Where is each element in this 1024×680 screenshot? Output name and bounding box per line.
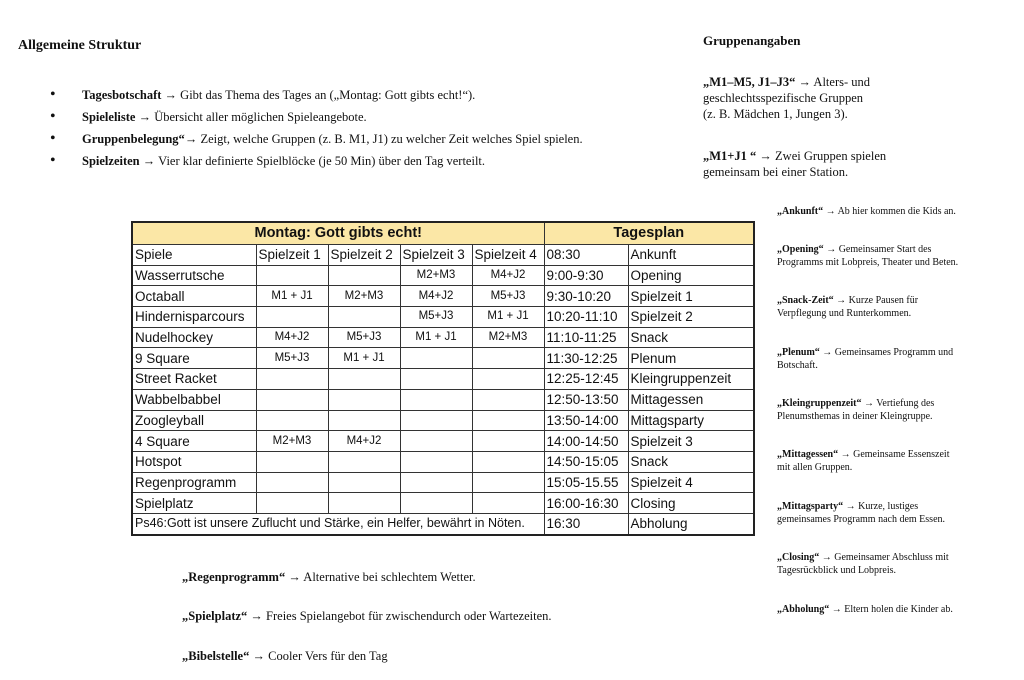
game-name: Regenprogramm [132, 472, 256, 493]
note-bibelstelle: „Bibelstelle“ → Cooler Vers für den Tag [182, 649, 388, 663]
day-plan-title: Tagesplan [544, 222, 754, 245]
side-note-kleingruppenzeit: „Kleingruppenzeit“ → Vertiefung des Plenumsthemas in deiner Kleingruppe. [777, 398, 935, 422]
slot-1-groups [256, 493, 328, 514]
plan-time: 9:30-10:20 [544, 286, 628, 307]
game-name: Street Racket [132, 369, 256, 390]
slot-1-groups: M2+M3 [256, 431, 328, 452]
slot-2-groups [328, 265, 400, 286]
slot-4-groups: M5+J3 [472, 286, 544, 307]
plan-event: Snack [628, 327, 754, 348]
group-note-2: „M1+J1 “ → Zwei Gruppen spielen gemeinsam bei einer Station. [703, 149, 887, 179]
side-note-abholung: „Abholung“ → Eltern holen die Kinder ab. [777, 604, 953, 615]
table-row [132, 493, 754, 514]
slot-1-groups [256, 265, 328, 286]
plan-time: 16:00-16:30 [544, 493, 628, 514]
table-row [132, 348, 754, 369]
plan-time: 16:30 [544, 513, 628, 534]
plan-event: Opening [628, 265, 754, 286]
slot-2-groups [328, 410, 400, 431]
side-note-closing: „Closing“ → Gemeinsamer Abschluss mit Tagesrückblick und Lobpreis. [777, 552, 949, 576]
slot-3-groups [400, 410, 472, 431]
slot-1-groups: M4+J2 [256, 327, 328, 348]
slot-4-groups [472, 472, 544, 493]
list-item: • Spielzeiten → Vier klar definierte Spielblöcke (je 50 Min) über den Tag verteilt. [50, 150, 583, 172]
list-item: • Gruppenbelegung“→ Zeigt, welche Gruppen (z. B. M1, J1) zu welcher Zeit welches Spiel spielen. [50, 128, 583, 150]
plan-time: 12:25-12:45 [544, 369, 628, 390]
table-body [132, 265, 754, 513]
slot-1-groups: M5+J3 [256, 348, 328, 369]
group-info-heading: Gruppenangaben [703, 33, 801, 48]
table-row [132, 307, 754, 328]
table-row [132, 265, 754, 286]
verse-row [132, 513, 754, 534]
plan-event: Spielzeit 1 [628, 286, 754, 307]
slot-2-groups: M1 + J1 [328, 348, 400, 369]
game-name: Spielplatz [132, 493, 256, 514]
plan-event: Spielzeit 3 [628, 431, 754, 452]
slot-1-groups: M1 + J1 [256, 286, 328, 307]
slot-2-groups [328, 493, 400, 514]
slot-3-groups [400, 389, 472, 410]
slot-1-groups [256, 307, 328, 328]
plan-event: Mittagessen [628, 389, 754, 410]
slot-3-groups: M2+M3 [400, 265, 472, 286]
plan-event: Ankunft [628, 245, 754, 266]
general-structure-heading: Allgemeine Struktur [18, 38, 142, 53]
slot-1-groups [256, 451, 328, 472]
slot-3-groups [400, 493, 472, 514]
slot-2-groups: M2+M3 [328, 286, 400, 307]
table-row [132, 369, 754, 390]
slot-1-groups [256, 410, 328, 431]
plan-time: 12:50-13:50 [544, 389, 628, 410]
slot-3-groups [400, 431, 472, 452]
slot-3-groups: M5+J3 [400, 307, 472, 328]
side-note-mittagsparty: „Mittagsparty“ → Kurze, lustiges gemeinsames Programm nach dem Essen. [777, 501, 946, 525]
table-row [132, 410, 754, 431]
header-slot-1: Spielzeit 1 [256, 245, 328, 266]
plan-time: 13:50-14:00 [544, 410, 628, 431]
table-row [132, 472, 754, 493]
slot-4-groups: M2+M3 [472, 327, 544, 348]
header-games: Spiele [132, 245, 256, 266]
side-note-ankunft: „Ankunft“ → Ab hier kommen die Kids an. [777, 206, 956, 217]
game-name: Wabbelbabbel [132, 389, 256, 410]
plan-event: Snack [628, 451, 754, 472]
slot-3-groups: M1 + J1 [400, 327, 472, 348]
note-regenprogramm: „Regenprogramm“ → Alternative bei schlechtem Wetter. [182, 570, 476, 584]
slot-4-groups [472, 451, 544, 472]
slot-3-groups [400, 451, 472, 472]
slot-2-groups [328, 307, 400, 328]
slot-4-groups: M1 + J1 [472, 307, 544, 328]
day-message: Montag: Gott gibts echt! [132, 222, 544, 245]
slot-4-groups [472, 493, 544, 514]
plan-event: Plenum [628, 348, 754, 369]
slot-3-groups [400, 472, 472, 493]
plan-event: Spielzeit 4 [628, 472, 754, 493]
slot-3-groups [400, 348, 472, 369]
slot-4-groups [472, 389, 544, 410]
schedule-table [131, 221, 755, 536]
slot-2-groups [328, 369, 400, 390]
table-row [132, 327, 754, 348]
slot-2-groups [328, 389, 400, 410]
plan-time: 14:50-15:05 [544, 451, 628, 472]
side-note-opening: „Opening“ → Gemeinsamer Start des Programms mit Lobpreis, Theater und Beten. [777, 244, 959, 268]
general-structure-list [50, 84, 583, 172]
plan-time: 15:05-15.55 [544, 472, 628, 493]
slot-4-groups [472, 369, 544, 390]
bible-verse: Ps46:Gott ist unsere Zuflucht und Stärke, ein Helfer, bewährt in Nöten. [132, 513, 544, 534]
game-name: 4 Square [132, 431, 256, 452]
header-slot-4: Spielzeit 4 [472, 245, 544, 266]
game-name: Octaball [132, 286, 256, 307]
plan-event: Kleingruppenzeit [628, 369, 754, 390]
table-header-row [132, 245, 754, 266]
slot-2-groups: M5+J3 [328, 327, 400, 348]
header-slot-2: Spielzeit 2 [328, 245, 400, 266]
plan-time: 11:30-12:25 [544, 348, 628, 369]
slot-2-groups [328, 472, 400, 493]
plan-event: Abholung [628, 513, 754, 534]
header-slot-3: Spielzeit 3 [400, 245, 472, 266]
game-name: Wasserrutsche [132, 265, 256, 286]
game-name: Zoogleyball [132, 410, 256, 431]
side-note-mittagessen: „Mittagessen“ → Gemeinsame Essenszeit mit allen Gruppen. [777, 449, 950, 473]
slot-1-groups [256, 369, 328, 390]
list-item: • Spieleliste → Übersicht aller möglichen Spieleangebote. [50, 106, 583, 128]
slot-4-groups: M4+J2 [472, 265, 544, 286]
group-note-1: „M1–M5, J1–J3“ → Alters- und geschlechtsspezifische Gruppen (z. B. Mädchen 1, Jungen 3). [703, 75, 871, 121]
slot-3-groups: M4+J2 [400, 286, 472, 307]
slot-4-groups [472, 431, 544, 452]
game-name: Hotspot [132, 451, 256, 472]
plan-time: 11:10-11:25 [544, 327, 628, 348]
plan-time: 14:00-14:50 [544, 431, 628, 452]
table-row [132, 389, 754, 410]
note-spielplatz: „Spielplatz“ → Freies Spielangebot für zwischendurch oder Wartezeiten. [182, 609, 552, 623]
slot-1-groups [256, 389, 328, 410]
plan-time: 9:00-9:30 [544, 265, 628, 286]
plan-event: Closing [628, 493, 754, 514]
slot-4-groups [472, 410, 544, 431]
slot-2-groups [328, 451, 400, 472]
side-note-plenum: „Plenum“ → Gemeinsames Programm und Botschaft. [777, 347, 954, 371]
table-row [132, 286, 754, 307]
side-note-snack: „Snack-Zeit“ → Kurze Pausen für Verpflegung und Runterkommen. [777, 295, 919, 319]
slot-4-groups [472, 348, 544, 369]
plan-event: Mittagsparty [628, 410, 754, 431]
slot-3-groups [400, 369, 472, 390]
plan-time: 08:30 [544, 245, 628, 266]
game-name: Nudelhockey [132, 327, 256, 348]
plan-time: 10:20-11:10 [544, 307, 628, 328]
slot-1-groups [256, 472, 328, 493]
slot-2-groups: M4+J2 [328, 431, 400, 452]
list-item: • Tagesbotschaft → Gibt das Thema des Tages an („Montag: Gott gibts echt!“). [50, 84, 583, 106]
game-name: Hindernisparcours [132, 307, 256, 328]
table-row [132, 451, 754, 472]
game-name: 9 Square [132, 348, 256, 369]
plan-event: Spielzeit 2 [628, 307, 754, 328]
table-row [132, 431, 754, 452]
table-title-row [132, 222, 754, 245]
